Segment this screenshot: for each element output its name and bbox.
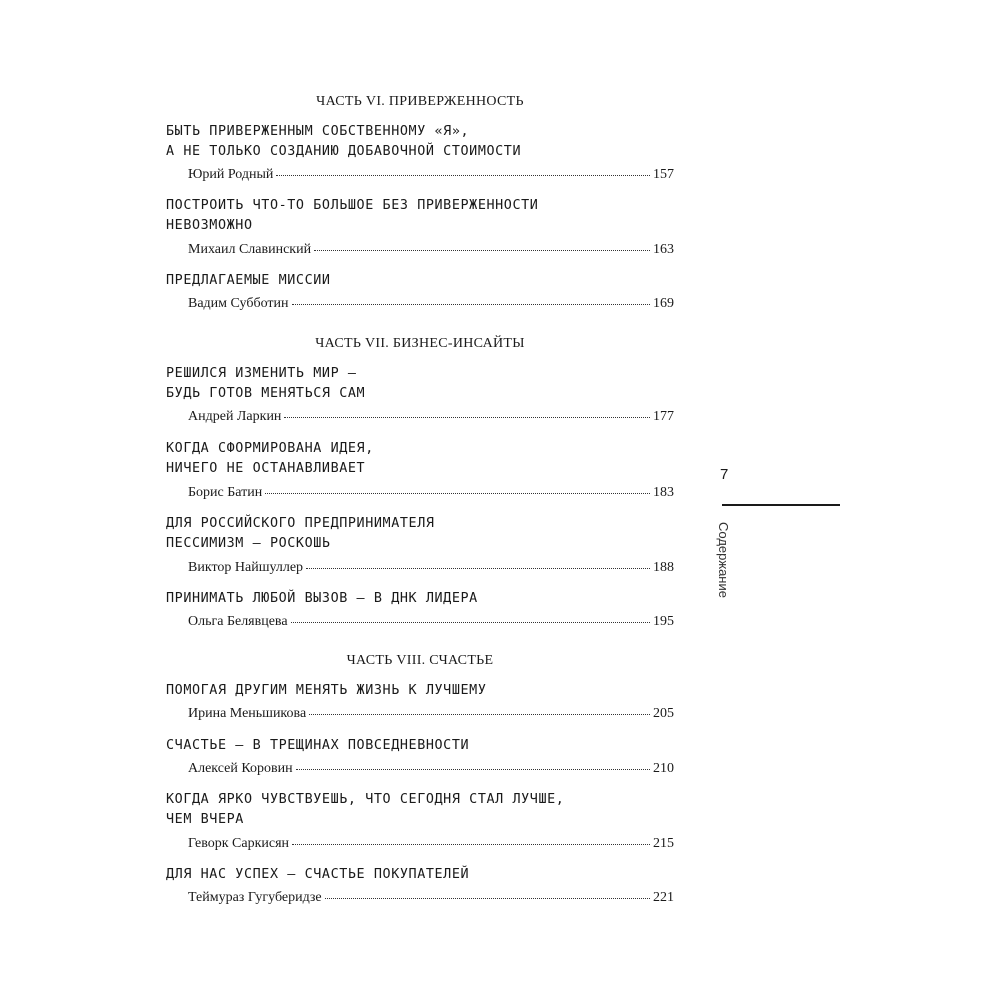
article-title-line: ЧЕМ ВЧЕРА: [166, 812, 244, 827]
part-heading: ЧАСТЬ VI. ПРИВЕРЖЕННОСТЬ: [316, 94, 524, 109]
article-title-line: БЫТЬ ПРИВЕРЖЕННЫМ СОБСТВЕННОМУ «Я»,: [166, 124, 470, 139]
article-title-line: ДЛЯ РОССИЙСКОГО ПРЕДПРИНИМАТЕЛЯ: [166, 516, 435, 531]
toc-entry[interactable]: [188, 242, 674, 258]
toc-entry[interactable]: [188, 485, 674, 501]
toc-entry[interactable]: [188, 706, 674, 722]
author-name: Михаил Славинский: [188, 242, 312, 257]
article-title: [166, 681, 686, 701]
part-heading: ЧАСТЬ VIII. СЧАСТЬЕ: [346, 653, 494, 668]
article-title-line: ПРЕДЛАГАЕМЫЕ МИССИИ: [166, 273, 331, 288]
page-number: 210: [653, 761, 674, 776]
article-title-line: ПОСТРОИТЬ ЧТО-ТО БОЛЬШОЕ БЕЗ ПРИВЕРЖЕННОСТИ: [166, 198, 539, 213]
article-title-line: СЧАСТЬЕ — В ТРЕЩИНАХ ПОВСЕДНЕВНОСТИ: [166, 738, 470, 753]
article-title-line: ДЛЯ НАС УСПЕХ — СЧАСТЬЕ ПОКУПАТЕЛЕЙ: [166, 867, 470, 882]
page-number: 195: [653, 614, 674, 629]
folio-page-number: 7: [720, 466, 729, 483]
article-title: [166, 364, 686, 404]
toc-entry[interactable]: [188, 614, 674, 630]
article-title: [166, 439, 686, 479]
author-name: Теймураз Гугуберидзе: [188, 890, 322, 905]
article-title-line: ПОМОГАЯ ДРУГИМ МЕНЯТЬ ЖИЗНЬ К ЛУЧШЕМУ: [166, 683, 487, 698]
article-title: [166, 122, 686, 162]
page-number: 188: [653, 560, 674, 575]
article-title: [166, 865, 686, 885]
page-number: 169: [653, 296, 674, 311]
page-number: 183: [653, 485, 674, 500]
article-title-line: КОГДА СФОРМИРОВАНА ИДЕЯ,: [166, 441, 374, 456]
page-number: 157: [653, 167, 674, 182]
dot-leader: [291, 621, 650, 623]
page-number: 205: [653, 706, 674, 721]
running-head: Содержание: [716, 522, 731, 598]
author-name: Борис Батин: [188, 485, 263, 500]
article-title-line: НЕВОЗМОЖНО: [166, 218, 253, 233]
dot-leader: [314, 249, 650, 251]
author-name: Вадим Субботин: [188, 296, 289, 311]
dot-leader: [292, 303, 651, 305]
article-title: [166, 736, 686, 756]
author-name: Ирина Меньшикова: [188, 706, 307, 721]
article-title-line: НИЧЕГО НЕ ОСТАНАВЛИВАЕТ: [166, 461, 366, 476]
page-number: 221: [653, 890, 674, 905]
article-title-line: ПЕССИМИЗМ — РОСКОШЬ: [166, 536, 331, 551]
toc-entry[interactable]: [188, 560, 674, 576]
page-number: 177: [653, 409, 674, 424]
article-title: [166, 514, 686, 554]
article-title-line: БУДЬ ГОТОВ МЕНЯТЬСЯ САМ: [166, 386, 366, 401]
toc-entry[interactable]: [188, 761, 674, 777]
dot-leader: [306, 567, 650, 569]
author-name: Андрей Ларкин: [188, 409, 282, 424]
toc-entry[interactable]: [188, 167, 674, 183]
toc-entry[interactable]: [188, 890, 674, 906]
page-number: 215: [653, 836, 674, 851]
toc-entry[interactable]: [188, 409, 674, 425]
article-title: [166, 790, 686, 830]
dot-leader: [284, 416, 650, 418]
toc-entry[interactable]: [188, 296, 674, 312]
article-title-line: А НЕ ТОЛЬКО СОЗДАНИЮ ДОБАВОЧНОЙ СТОИМОСТИ: [166, 144, 522, 159]
author-name: Виктор Найшуллер: [188, 560, 304, 575]
dot-leader: [296, 768, 650, 770]
dot-leader: [309, 713, 650, 715]
dot-leader: [292, 843, 650, 845]
article-title-line: РЕШИЛСЯ ИЗМЕНИТЬ МИР —: [166, 366, 357, 381]
author-name: Алексей Коровин: [188, 761, 293, 776]
page-number: 163: [653, 242, 674, 257]
dot-leader: [265, 492, 650, 494]
margin-rule: [722, 504, 840, 506]
dot-leader: [276, 174, 650, 176]
dot-leader: [325, 897, 650, 899]
toc-entry[interactable]: [188, 836, 674, 852]
author-name: Геворк Саркисян: [188, 836, 290, 851]
author-name: Юрий Родный: [188, 167, 274, 182]
article-title: [166, 196, 686, 236]
article-title-line: ПРИНИМАТЬ ЛЮБОЙ ВЫЗОВ — В ДНК ЛИДЕРА: [166, 591, 478, 606]
article-title: [166, 271, 686, 291]
part-heading: ЧАСТЬ VII. БИЗНЕС-ИНСАЙТЫ: [315, 336, 525, 351]
author-name: Ольга Белявцева: [188, 614, 288, 629]
article-title: [166, 589, 686, 609]
article-title-line: КОГДА ЯРКО ЧУВСТВУЕШЬ, ЧТО СЕГОДНЯ СТАЛ ЛУЧШЕ,: [166, 792, 565, 807]
